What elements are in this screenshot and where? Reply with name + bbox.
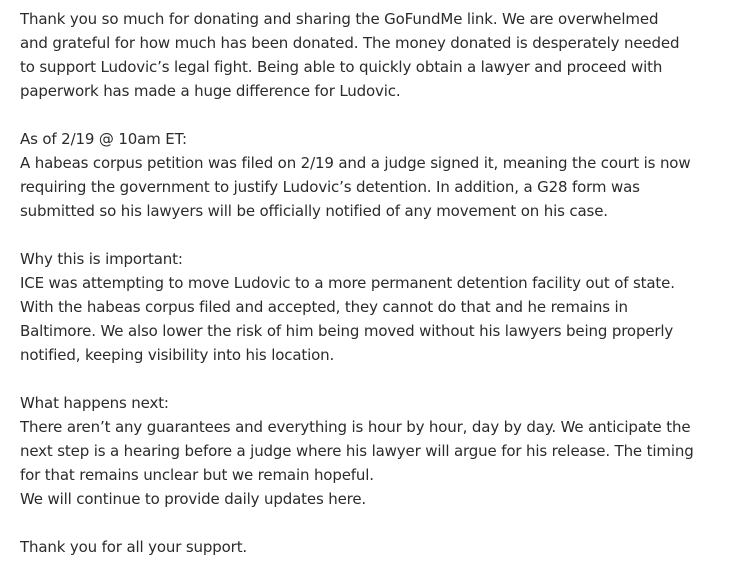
intro-paragraph: [20, 7, 738, 103]
next-steps-paragraph: [20, 391, 738, 511]
status-paragraph: [20, 127, 738, 223]
text-line: requiring the government to justify Ludovic’s detention. In addition, a G28 form was: [20, 178, 640, 196]
text-line: There aren’t any guarantees and everything is hour by hour, day by day. We anticipate the: [20, 418, 691, 436]
text-line: and grateful for how much has been donated. The money donated is desperately needed: [20, 34, 680, 52]
text-line: With the habeas corpus filed and accepted, they cannot do that and he remains in: [20, 298, 628, 316]
text-line: to support Ludovic’s legal fight. Being able to quickly obtain a lawyer and proceed with: [20, 58, 663, 76]
text-line: next step is a hearing before a judge where his lawyer will argue for his release. The timing: [20, 442, 694, 460]
closing-paragraph: [20, 535, 738, 559]
text-line: Thank you so much for donating and sharing the GoFundMe link. We are overwhelmed: [20, 10, 659, 28]
next-steps-heading: What happens next:: [20, 394, 169, 412]
text-line: for that remains unclear but we remain hopeful.: [20, 466, 374, 484]
importance-heading: Why this is important:: [20, 250, 183, 268]
closing-line: Thank you for all your support.: [20, 538, 248, 556]
text-line: submitted so his lawyers will be officially notified of any movement on his case.: [20, 202, 608, 220]
text-line: Baltimore. We also lower the risk of him being moved without his lawyers being properly: [20, 322, 674, 340]
status-heading: As of 2/19 @ 10am ET:: [20, 130, 187, 148]
text-line: ICE was attempting to move Ludovic to a more permanent detention facility out of state.: [20, 274, 675, 292]
text-line: notified, keeping visibility into his location.: [20, 346, 335, 364]
text-line: A habeas corpus petition was filed on 2/19 and a judge signed it, meaning the court is now: [20, 154, 691, 172]
text-line: paperwork has made a huge difference for Ludovic.: [20, 82, 401, 100]
importance-paragraph: [20, 247, 738, 367]
text-line: We will continue to provide daily updates here.: [20, 490, 367, 508]
